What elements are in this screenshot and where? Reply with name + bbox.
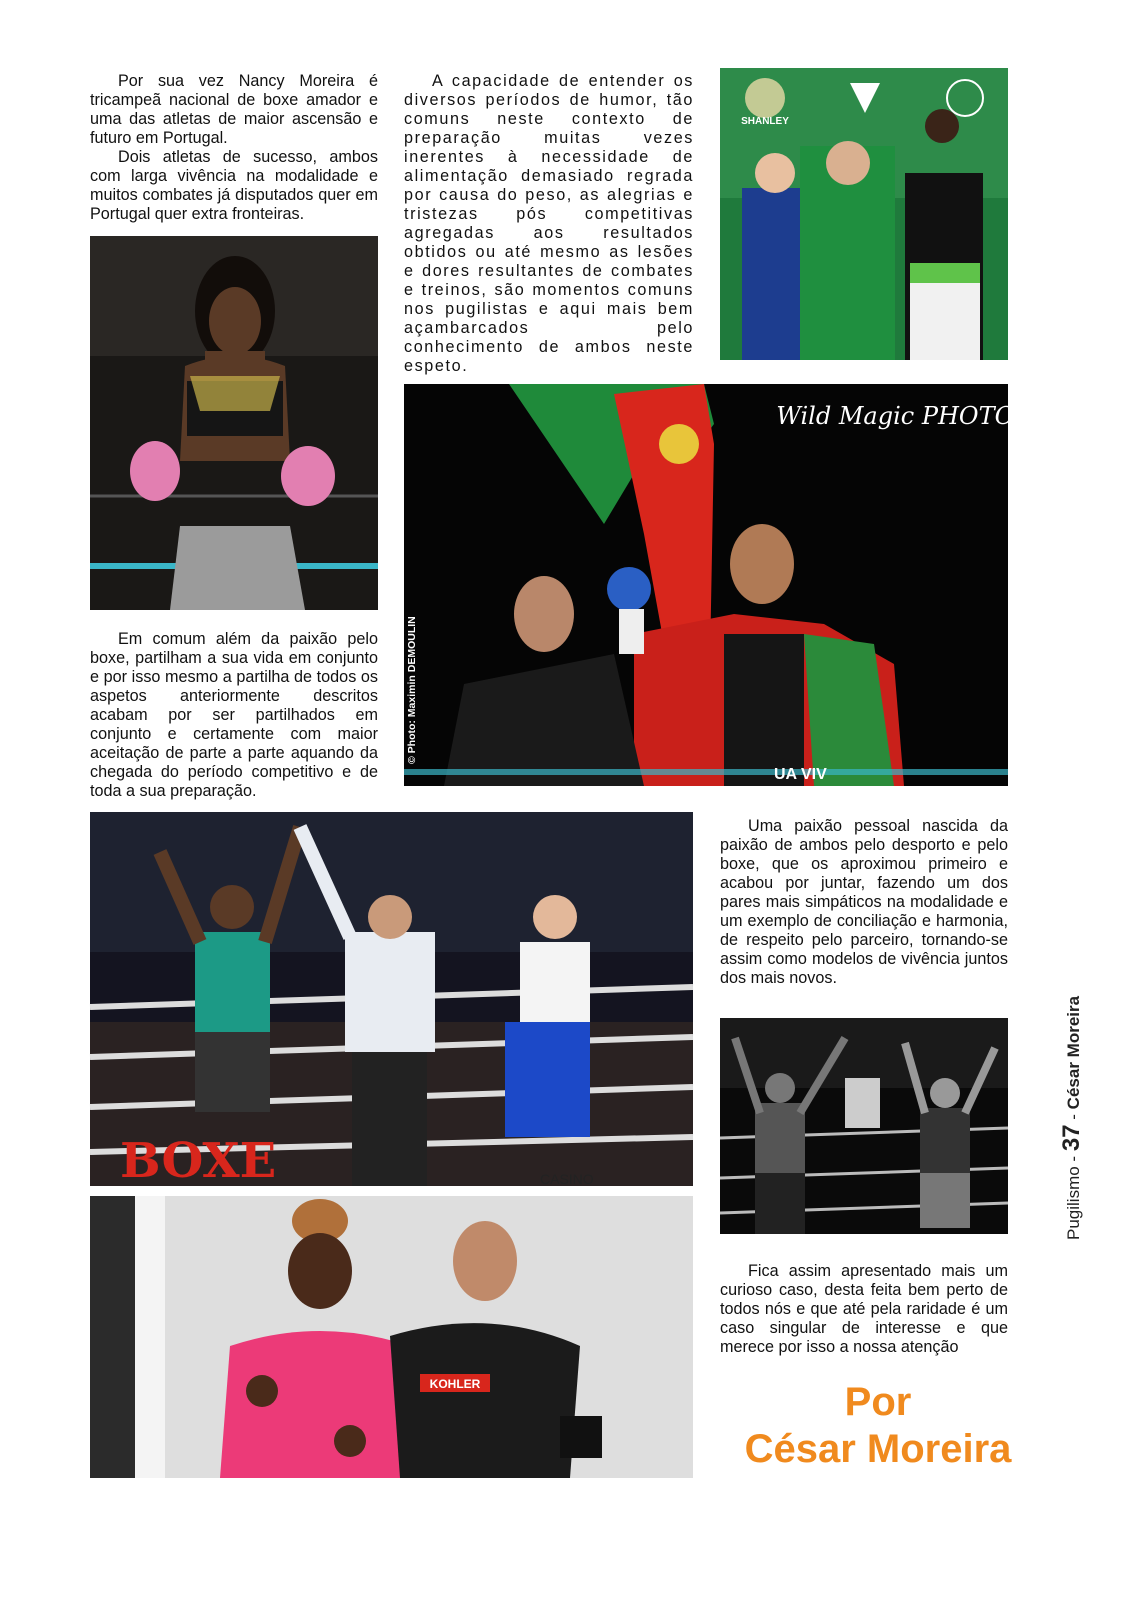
humor-paragraph xyxy=(404,72,694,376)
kohler-logo: KOHLER xyxy=(429,1377,481,1391)
byline-por: Por xyxy=(844,1380,912,1424)
paragraph-humor: A capacidade de entender os diversos períodos de humor, tão comuns neste contexto de preparação muitas vezes inerentes à necessidade de alimentação demasiado regrada por causa do peso, as alegrias e tristezas pós competitivas agregadas aos resultados obtidos ou até mesmo as lesões e dores resultantes de combates e treinos, são momentos comuns nos pugilistas e aqui mais bem açambarcados pelo conhecimento de ambos neste espeto. xyxy=(404,72,694,375)
byline-author: César Moreira xyxy=(744,1427,1012,1471)
shirt-text: UA VIV xyxy=(774,766,827,783)
nancy-ring-photo xyxy=(90,236,378,610)
bw-victory-photo xyxy=(720,1018,1008,1234)
paragraph-in-common: Em comum além da paixão pelo boxe, partilham a sua vida em conjunto e por isso mesmo a partilha de todos os aspetos anteriormente descritos acabam por ser partilhados em conjunto e certamente com maior aceitação de parte a parte aquando da chegada do período competitivo e de toda a sua preparação. xyxy=(90,630,378,800)
paragraph-nancy: Por sua vez Nancy Moreira é tricampeã nacional de boxe amador e uma das atletas de maior ascensão e futuro em Portugal. xyxy=(90,72,378,147)
paragraph-closing: Fica assim apresentado mais um curioso caso, desta feita bem perto de todos nós e que até pela raridade é um caso singular de interesse e que merece por isso a nossa atenção xyxy=(720,1262,1008,1356)
casino-sponsor: CASINO xyxy=(540,1171,594,1187)
passion-paragraph-block xyxy=(720,817,1008,988)
closing-paragraph-block xyxy=(720,1262,1008,1357)
couple-photo xyxy=(90,1196,693,1478)
referee-victory-photo xyxy=(90,812,693,1189)
paragraph-passion: Uma paixão pessoal nascida da paixão de ambos pelo desporto e pelo boxe, que os aproximou primeiro e acabou por juntar, fazendo um dos pares mais simpáticos na modalidade e um exemplo de conciliação e harmonia, de respeito pelo parceiro, tornando-se assim como modelos de vivência juntos dos mais novos. xyxy=(720,817,1008,987)
flag-celebration-photo xyxy=(404,384,1122,786)
podium-photo xyxy=(720,68,1008,360)
intro-text-nancy xyxy=(90,72,378,224)
shanley-logo: SHANLEY xyxy=(741,116,789,127)
page-footer xyxy=(1058,940,1086,1240)
footer-author: César Moreira xyxy=(1064,995,1083,1110)
footer-separator-2: - xyxy=(1064,1114,1083,1120)
footer-section: Pugilismo xyxy=(1064,1166,1083,1240)
common-paragraph-block xyxy=(90,630,378,801)
footer-separator: - xyxy=(1064,1155,1083,1162)
paragraph-two-athletes: Dois atletas de sucesso, ambos com larga vivência na modalidade e muitos combates já disputados quer em Portugal quer extra fronteiras. xyxy=(90,148,378,223)
wildmagic-watermark: Wild Magic PHOTOGRAPHY xyxy=(776,402,1122,430)
page-number: 37 xyxy=(1058,1124,1085,1152)
boxe-logo: BOXE xyxy=(120,1133,277,1189)
photo-credit: © Photo: Maximin DEMOULIN xyxy=(406,616,418,764)
